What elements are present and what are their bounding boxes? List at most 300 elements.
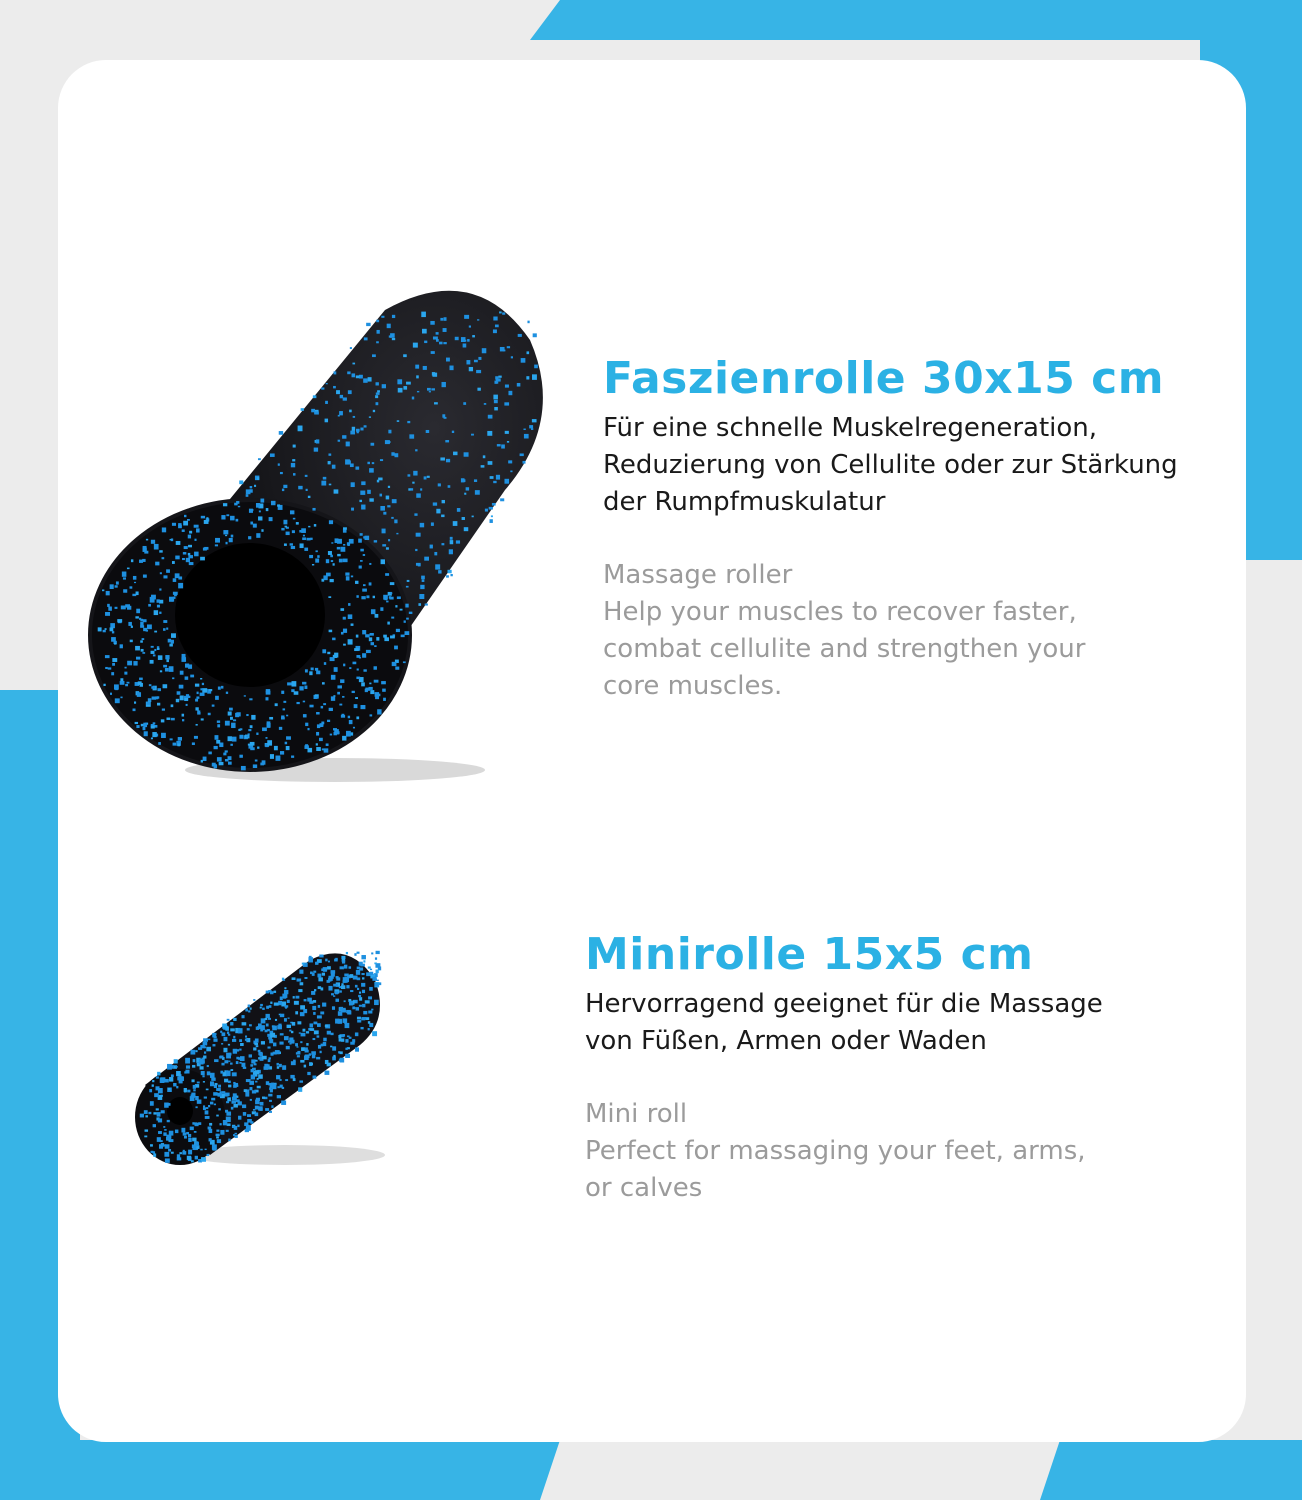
speckle xyxy=(140,1114,144,1118)
speckle xyxy=(204,1051,206,1053)
speckle xyxy=(192,742,195,745)
speckle xyxy=(260,1007,262,1009)
speckle xyxy=(374,540,377,542)
speckle xyxy=(153,1112,156,1114)
speckle xyxy=(286,736,291,739)
speckle xyxy=(339,990,342,992)
speckle xyxy=(290,510,294,514)
speckle xyxy=(166,659,169,662)
speckle xyxy=(195,1050,197,1052)
speckle xyxy=(330,555,333,558)
speckle xyxy=(253,524,257,528)
speckle xyxy=(353,416,355,418)
speckle xyxy=(248,733,250,734)
speckle xyxy=(438,570,441,573)
speckle xyxy=(260,763,264,766)
speckle xyxy=(140,640,143,642)
speckle xyxy=(108,606,112,610)
speckle xyxy=(233,1085,237,1088)
speckle xyxy=(246,714,248,716)
speckle xyxy=(179,685,184,689)
speckle xyxy=(420,488,422,490)
speckle xyxy=(363,1011,367,1014)
speckle xyxy=(142,652,145,654)
speckle xyxy=(418,603,421,606)
speckle xyxy=(362,630,366,634)
speckle xyxy=(203,1105,205,1107)
speckle xyxy=(330,734,332,736)
speckle xyxy=(190,1127,194,1131)
english-line: core muscles. xyxy=(603,671,783,702)
speckle xyxy=(527,321,529,324)
speckle xyxy=(408,488,410,490)
speckle xyxy=(163,575,167,578)
speckle xyxy=(332,465,336,469)
speckle xyxy=(441,543,444,545)
speckle xyxy=(300,982,304,985)
speckle xyxy=(256,533,260,538)
speckle xyxy=(236,1057,239,1060)
speckle xyxy=(441,515,444,518)
speckle xyxy=(258,516,262,520)
speckle xyxy=(309,705,313,708)
speckle xyxy=(314,524,316,527)
speckle xyxy=(321,481,326,486)
speckle xyxy=(448,485,451,488)
speckle xyxy=(341,985,345,989)
speckle xyxy=(268,1059,271,1062)
speckle xyxy=(283,520,287,525)
speckle xyxy=(362,1017,366,1020)
speckle xyxy=(421,576,425,580)
speckle xyxy=(230,717,233,720)
speckle xyxy=(243,1112,246,1116)
speckle xyxy=(192,1147,195,1150)
speckle xyxy=(488,415,493,419)
speckle xyxy=(206,517,208,519)
speckle xyxy=(228,1081,231,1083)
speckle xyxy=(188,1150,192,1155)
speckle xyxy=(236,1061,239,1064)
speckle xyxy=(331,675,336,680)
speckle xyxy=(341,632,344,635)
speckle xyxy=(293,1078,296,1081)
speckle xyxy=(188,1134,191,1138)
speckle xyxy=(239,1062,241,1064)
speckle xyxy=(275,756,280,761)
speckle xyxy=(450,540,454,544)
speckle xyxy=(254,485,256,487)
speckle xyxy=(328,961,330,963)
speckle xyxy=(421,312,426,317)
speckle xyxy=(129,586,132,588)
speckle xyxy=(217,721,220,723)
speckle xyxy=(195,684,199,687)
speckle xyxy=(187,1156,191,1160)
speckle xyxy=(181,657,186,662)
speckle xyxy=(278,1001,282,1005)
speckle xyxy=(445,440,449,442)
speckle xyxy=(449,366,453,371)
speckle xyxy=(275,1019,277,1021)
speckle xyxy=(205,1116,210,1119)
speckle xyxy=(301,1033,306,1037)
speckle xyxy=(247,1028,250,1030)
speckle xyxy=(292,530,295,533)
speckle xyxy=(413,471,417,476)
speckle xyxy=(250,486,253,488)
speckle xyxy=(409,434,414,438)
speckle xyxy=(214,1085,217,1088)
speckle xyxy=(360,1027,363,1029)
speckle xyxy=(220,1056,224,1059)
speckle xyxy=(327,1031,331,1035)
speckle xyxy=(415,365,419,369)
speckle xyxy=(522,461,525,464)
speckle xyxy=(246,494,249,497)
speckle xyxy=(269,1100,272,1102)
speckle xyxy=(186,1065,190,1068)
speckle xyxy=(417,391,419,392)
speckle xyxy=(360,560,363,562)
speckle xyxy=(169,1077,173,1082)
speckle xyxy=(203,1042,208,1046)
speckle xyxy=(490,476,494,479)
speckle xyxy=(177,1154,180,1157)
speckle xyxy=(174,1059,178,1063)
speckle xyxy=(244,1089,247,1092)
speckle xyxy=(316,743,318,745)
product-title: Minirolle 15x5 cm xyxy=(585,929,1034,980)
speckle xyxy=(398,388,403,393)
speckle xyxy=(422,579,425,582)
speckle xyxy=(244,1122,248,1126)
speckle xyxy=(304,685,307,688)
speckle xyxy=(406,618,409,620)
speckle xyxy=(319,955,323,958)
speckle xyxy=(152,732,156,737)
speckle xyxy=(338,1035,341,1038)
speckle xyxy=(277,504,280,506)
speckle xyxy=(531,428,533,430)
speckle xyxy=(186,704,188,706)
speckle xyxy=(230,1022,233,1025)
speckle xyxy=(310,1063,313,1065)
speckle xyxy=(184,515,186,517)
speckle xyxy=(260,1102,264,1106)
speckle xyxy=(376,341,379,343)
speckle xyxy=(376,392,380,394)
speckle xyxy=(257,1086,261,1089)
speckle xyxy=(258,1050,261,1052)
speckle xyxy=(346,576,350,580)
speckle xyxy=(404,620,406,622)
speckle xyxy=(316,712,320,714)
speckle xyxy=(147,624,152,629)
speckle xyxy=(251,1059,255,1063)
speckle xyxy=(172,523,176,526)
speckle xyxy=(340,608,344,611)
speckle xyxy=(297,1055,300,1057)
speckle xyxy=(316,747,321,751)
speckle xyxy=(329,630,333,633)
speckle xyxy=(169,666,174,672)
speckle xyxy=(349,720,353,724)
speckle xyxy=(280,1014,284,1017)
german-line: Reduzierung von Cellulite oder zur Stärkung xyxy=(603,450,1178,481)
speckle xyxy=(354,704,358,708)
speckle xyxy=(488,461,493,465)
speckle xyxy=(291,546,295,549)
speckle xyxy=(179,1152,182,1154)
speckle xyxy=(493,395,498,400)
speckle xyxy=(303,701,305,703)
speckle xyxy=(361,505,365,510)
speckle xyxy=(221,1063,224,1066)
speckle xyxy=(127,661,132,666)
speckle xyxy=(365,634,369,637)
german-line: Für eine schnelle Muskelregeneration, xyxy=(603,413,1098,444)
speckle xyxy=(337,692,340,695)
mini-foam-roller-image xyxy=(125,935,395,1180)
speckle xyxy=(277,1025,282,1029)
speckle xyxy=(166,717,170,719)
speckle xyxy=(332,1006,335,1010)
speckle xyxy=(297,1051,300,1055)
speckle xyxy=(150,1144,153,1146)
speckle xyxy=(221,1043,223,1044)
speckle xyxy=(299,530,302,533)
speckle xyxy=(359,997,362,1001)
speckle xyxy=(127,606,131,610)
speckle xyxy=(165,1144,170,1148)
speckle xyxy=(387,622,390,625)
speckle xyxy=(279,1064,282,1067)
speckle xyxy=(266,1014,270,1018)
speckle xyxy=(427,388,431,391)
speckle xyxy=(161,719,165,722)
speckle xyxy=(232,737,237,742)
speckle xyxy=(208,1105,210,1107)
speckle xyxy=(136,609,140,614)
speckle xyxy=(359,566,362,569)
speckle xyxy=(408,474,411,476)
speckle xyxy=(161,1079,164,1083)
speckle xyxy=(368,1028,370,1030)
speckle xyxy=(224,1079,228,1083)
speckle xyxy=(313,1000,316,1003)
speckle xyxy=(192,1138,196,1142)
speckle xyxy=(207,1071,210,1075)
speckle xyxy=(250,1121,253,1124)
speckle xyxy=(279,1042,283,1045)
speckle xyxy=(257,477,259,480)
speckle xyxy=(158,1118,162,1122)
speckle xyxy=(284,1018,287,1022)
speckle xyxy=(337,554,341,556)
speckle xyxy=(343,559,348,563)
speckle xyxy=(214,746,218,749)
speckle xyxy=(266,508,269,511)
speckle xyxy=(326,743,329,746)
speckle xyxy=(226,1101,229,1103)
speckle xyxy=(434,552,437,555)
speckle xyxy=(343,397,347,400)
speckle xyxy=(376,951,380,954)
speckle xyxy=(208,1039,210,1040)
speckle xyxy=(266,1023,269,1026)
speckle xyxy=(382,529,386,534)
speckle xyxy=(377,709,381,714)
speckle xyxy=(270,991,274,994)
speckle xyxy=(307,538,311,541)
speckle xyxy=(337,547,340,550)
speckle xyxy=(322,1003,326,1007)
speckle xyxy=(217,1139,221,1143)
speckle xyxy=(135,722,138,724)
speckle xyxy=(232,1126,235,1128)
speckle xyxy=(266,991,270,994)
speckle xyxy=(326,559,329,563)
speckle xyxy=(279,1079,281,1081)
speckle xyxy=(134,701,136,703)
speckle xyxy=(318,1045,321,1049)
speckle xyxy=(143,619,147,622)
speckle xyxy=(178,737,182,741)
speckle xyxy=(463,402,466,405)
speckle xyxy=(327,966,331,969)
speckle xyxy=(171,704,174,707)
speckle xyxy=(203,1038,208,1041)
speckle xyxy=(350,990,353,992)
speckle xyxy=(341,715,345,718)
speckle xyxy=(116,581,119,584)
speckle xyxy=(358,539,362,543)
speckle xyxy=(222,1032,226,1036)
speckle xyxy=(259,510,261,512)
speckle xyxy=(265,1108,269,1111)
speckle xyxy=(219,762,224,765)
speckle xyxy=(253,764,257,768)
speckle xyxy=(117,619,122,622)
speckle xyxy=(212,1148,216,1151)
speckle xyxy=(308,526,310,527)
speckle xyxy=(198,1047,202,1050)
speckle xyxy=(136,725,139,728)
speckle xyxy=(385,440,390,444)
speckle xyxy=(185,698,188,701)
speckle xyxy=(368,1011,372,1014)
speckle xyxy=(510,471,512,473)
speckle xyxy=(230,1063,233,1065)
speckle xyxy=(300,1041,302,1043)
speckle xyxy=(357,977,361,980)
speckle xyxy=(313,1076,317,1079)
speckle xyxy=(339,411,343,415)
speckle xyxy=(360,491,365,495)
speckle xyxy=(255,1060,257,1062)
speckle xyxy=(325,419,328,423)
speckle xyxy=(183,552,186,555)
speckle xyxy=(362,589,367,592)
speckle xyxy=(462,517,465,520)
speckle xyxy=(250,725,253,728)
speckle xyxy=(161,1110,165,1113)
speckle xyxy=(205,1107,208,1109)
speckle xyxy=(407,421,410,423)
speckle xyxy=(277,1063,279,1066)
speckle xyxy=(103,684,105,686)
speckle xyxy=(180,671,184,675)
speckle xyxy=(374,1000,379,1005)
speckle xyxy=(225,542,227,544)
speckle xyxy=(241,1063,245,1067)
speckle xyxy=(333,984,338,987)
speckle xyxy=(377,980,379,981)
speckle xyxy=(212,705,215,707)
speckle xyxy=(180,1076,184,1079)
speckle xyxy=(335,991,338,994)
speckle xyxy=(432,372,435,375)
speckle xyxy=(335,999,339,1002)
speckle xyxy=(341,956,345,959)
speckle xyxy=(352,363,355,365)
speckle xyxy=(239,1049,241,1051)
speckle xyxy=(425,604,428,606)
speckle xyxy=(469,325,471,327)
speckle xyxy=(328,551,332,555)
speckle xyxy=(305,475,308,477)
speckle xyxy=(248,1010,250,1012)
speckle xyxy=(231,1107,234,1110)
speckle xyxy=(424,557,429,561)
speckle xyxy=(362,990,365,993)
speckle xyxy=(149,684,152,686)
speckle xyxy=(166,569,170,572)
speckle xyxy=(310,1028,314,1031)
speckle xyxy=(351,508,354,511)
speckle xyxy=(120,697,122,699)
speckle xyxy=(352,1006,355,1009)
speckle xyxy=(332,638,335,641)
speckle xyxy=(430,545,433,549)
speckle xyxy=(316,732,319,736)
speckle xyxy=(345,1039,348,1043)
speckle xyxy=(434,402,438,404)
speckle xyxy=(144,731,148,736)
speckle xyxy=(413,343,418,348)
speckle xyxy=(464,493,466,495)
speckle xyxy=(280,1033,284,1035)
speckle xyxy=(317,1023,321,1027)
speckle xyxy=(242,1104,246,1108)
speckle xyxy=(133,576,136,580)
speckle xyxy=(110,627,114,631)
speckle xyxy=(223,753,226,756)
speckle xyxy=(279,727,282,730)
speckle xyxy=(450,537,453,540)
speckle xyxy=(308,998,311,1002)
speckle xyxy=(371,443,375,446)
speckle xyxy=(214,1104,216,1106)
speckle xyxy=(347,1011,351,1015)
speckle xyxy=(163,684,168,688)
speckle xyxy=(157,696,159,698)
speckle xyxy=(304,1056,309,1061)
speckle xyxy=(453,521,458,526)
speckle xyxy=(224,1037,228,1041)
speckle xyxy=(489,507,493,510)
